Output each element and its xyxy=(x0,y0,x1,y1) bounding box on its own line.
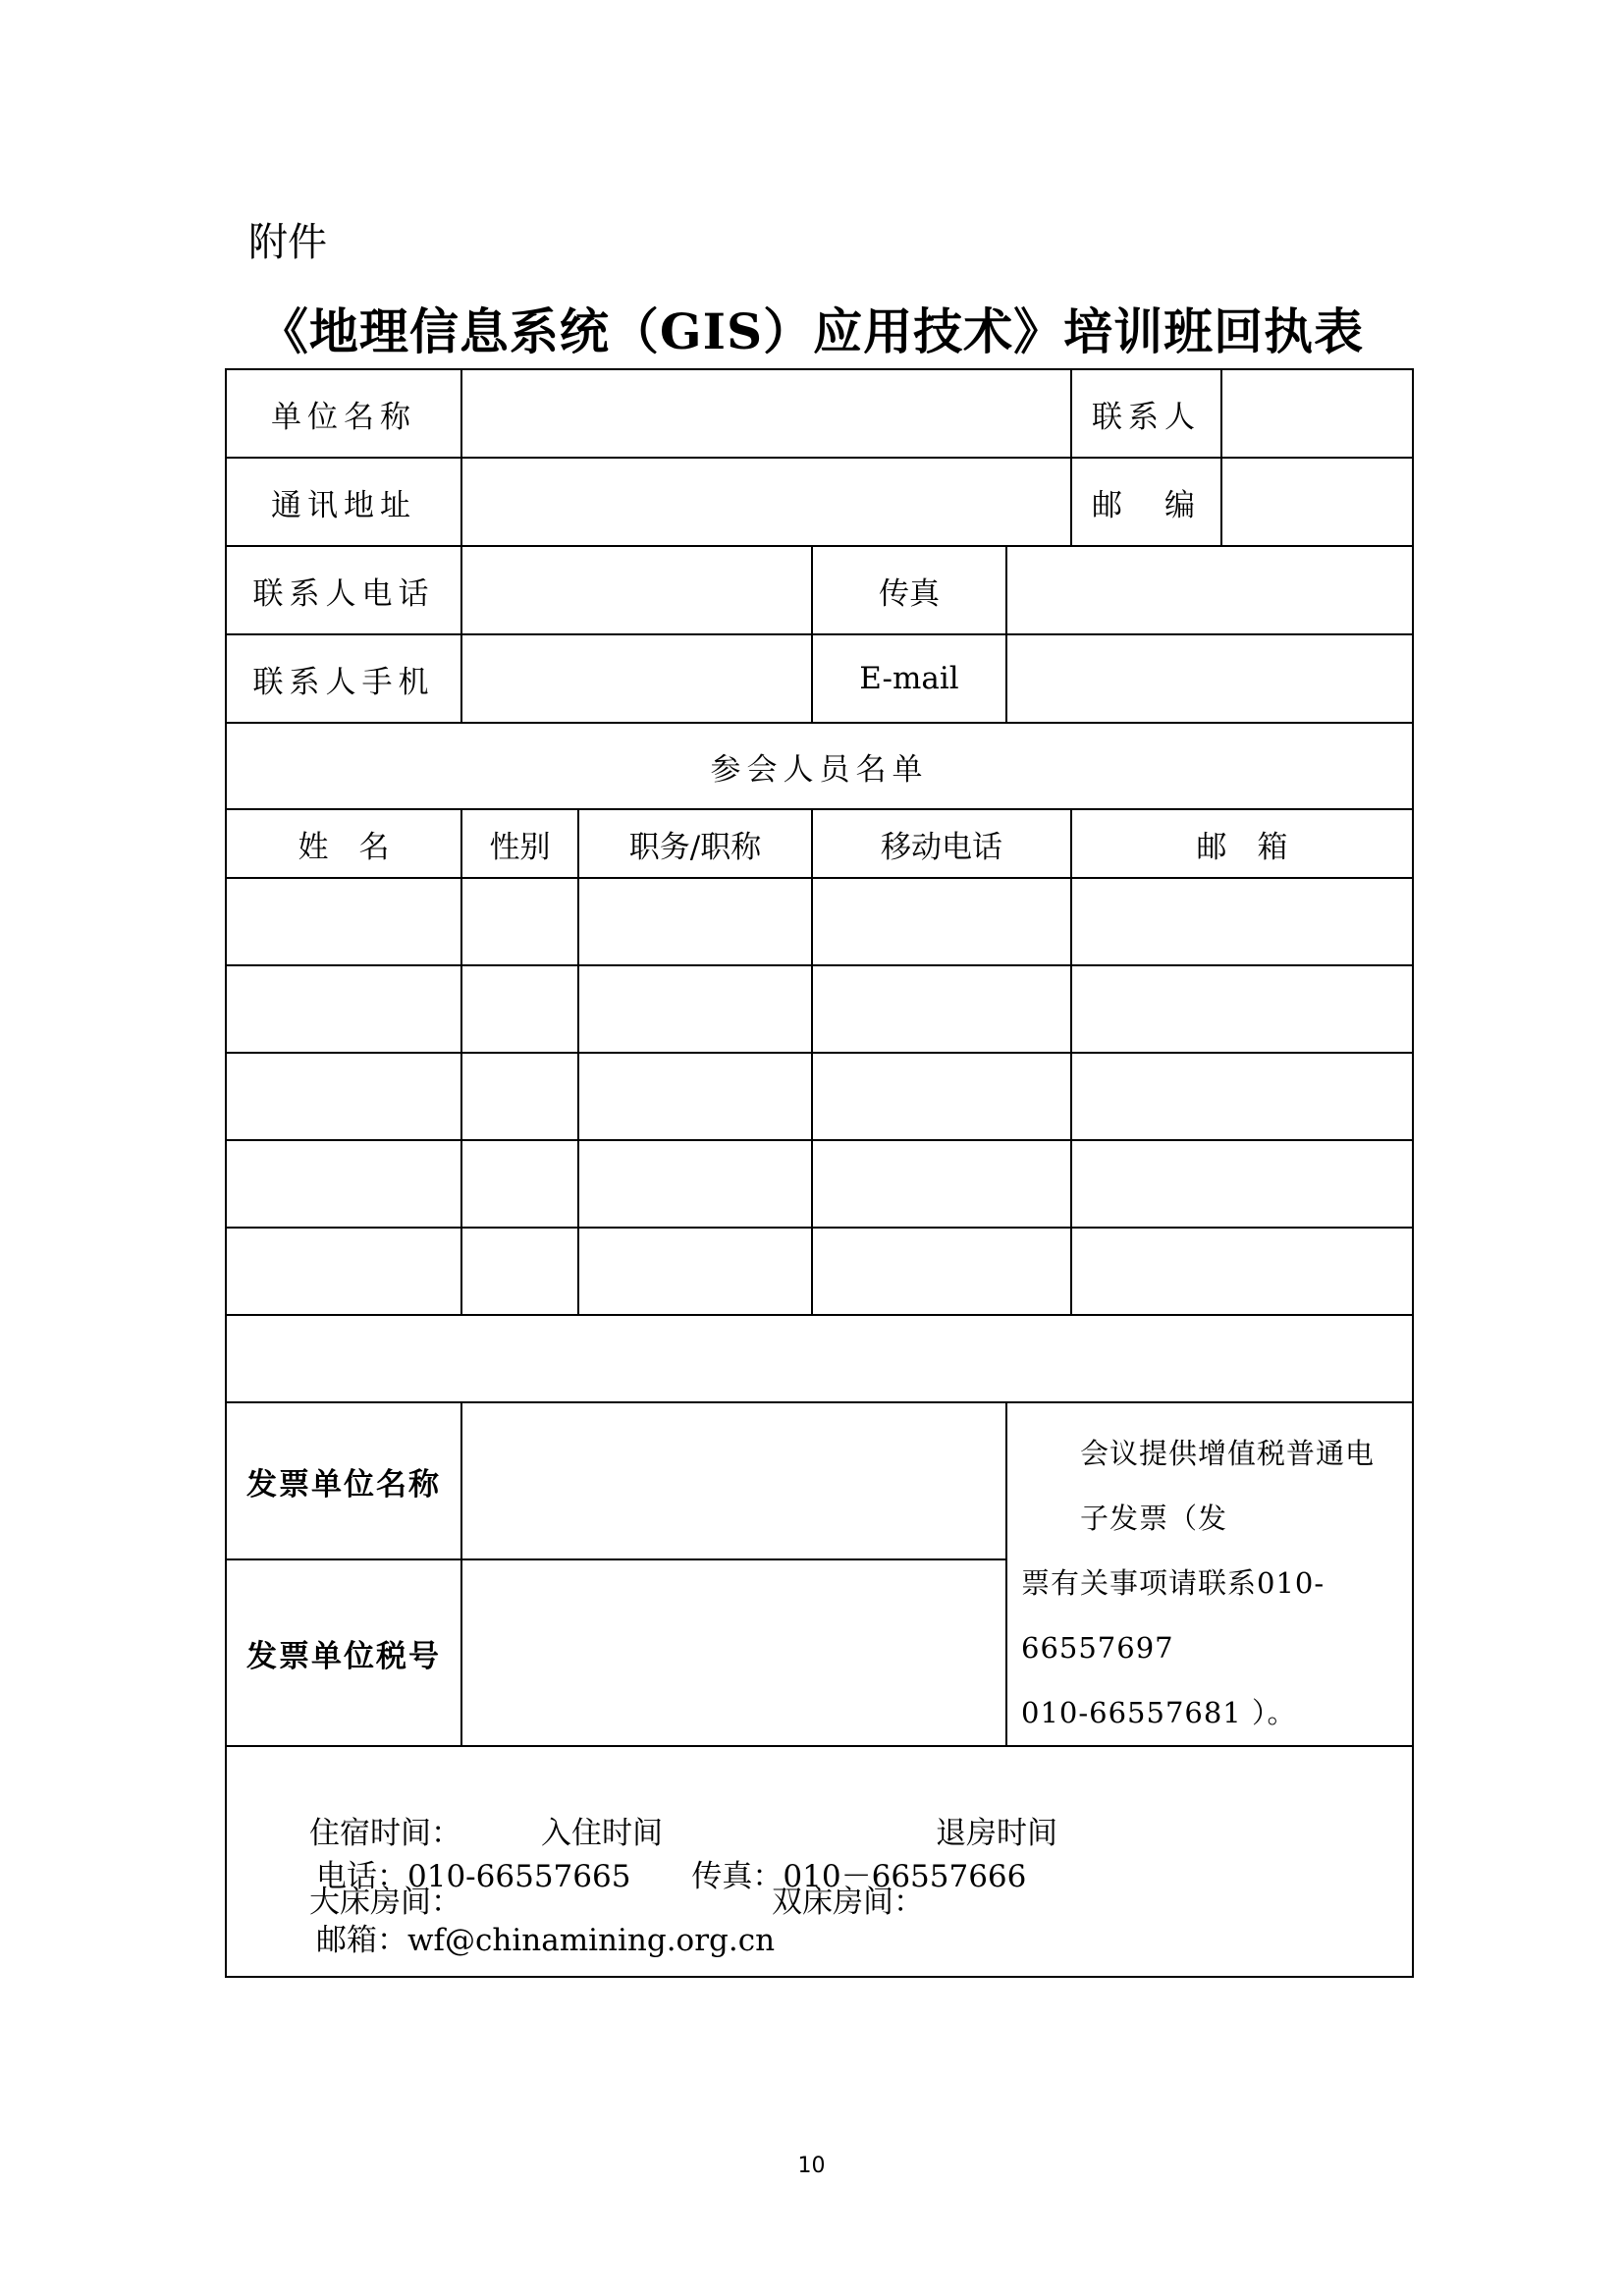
attendee-row xyxy=(226,878,1413,965)
attendee-title-cell[interactable] xyxy=(578,965,812,1053)
attendees-header: 参会人员名单 xyxy=(226,723,1413,809)
attendee-gender-cell[interactable] xyxy=(461,1228,578,1315)
unit-name-label: 单位名称 xyxy=(226,369,461,458)
contact-field[interactable] xyxy=(1221,369,1413,458)
column-header-mobile: 移动电话 xyxy=(812,809,1071,878)
attendee-email-cell[interactable] xyxy=(1071,1228,1413,1315)
attendee-row xyxy=(226,1053,1413,1140)
attendee-mobile-cell[interactable] xyxy=(812,1053,1071,1140)
attachment-label: 附件 xyxy=(248,220,327,265)
invoice-note-line2: 票有关事项请联系010-66557697 xyxy=(1021,1566,1325,1665)
unit-name-field[interactable] xyxy=(461,369,1071,458)
postcode-label: 邮 编 xyxy=(1071,458,1221,546)
invoice-note xyxy=(1006,1402,1413,1746)
attendee-mobile-cell[interactable] xyxy=(812,965,1071,1053)
email-field[interactable] xyxy=(1006,634,1413,723)
invoice-unit-name-label: 发票单位名称 xyxy=(226,1402,461,1559)
invoice-unit-name-field[interactable] xyxy=(461,1402,1006,1559)
twin-room-label[interactable]: 双床房间： xyxy=(772,1885,924,1920)
attendee-title-cell[interactable] xyxy=(578,1053,812,1140)
checkin-label[interactable]: 入住时间 xyxy=(541,1816,663,1851)
attendees-column-header-row xyxy=(226,809,1413,878)
attendee-name-cell[interactable] xyxy=(226,1228,461,1315)
stay-time-label: 住宿时间： xyxy=(309,1816,461,1851)
footer-email: 邮箱：wf@chinamining.org.cn xyxy=(316,1923,776,1958)
invoice-note-line1: 会议提供增值税普通电子发票（发 xyxy=(1080,1437,1376,1535)
footer-phone-fax: 电话：010-66557665 传真：010－66557666 xyxy=(316,1859,1027,1894)
attendee-row xyxy=(226,1140,1413,1228)
attendee-gender-cell[interactable] xyxy=(461,1053,578,1140)
column-header-name: 姓 名 xyxy=(226,809,461,878)
email-label: E-mail xyxy=(812,634,1006,723)
form-row-phone xyxy=(226,546,1413,634)
attendee-name-cell[interactable] xyxy=(226,1053,461,1140)
column-header-gender: 性别 xyxy=(461,809,578,878)
invoice-tax-id-label: 发票单位税号 xyxy=(226,1559,461,1746)
contact-phone-field[interactable] xyxy=(461,546,812,634)
page-number: 10 xyxy=(797,2154,826,2178)
attendee-email-cell[interactable] xyxy=(1071,965,1413,1053)
invoice-name-row xyxy=(226,1402,1413,1559)
fax-label: 传真 xyxy=(812,546,1006,634)
attendee-name-cell[interactable] xyxy=(226,878,461,965)
contact-mobile-field[interactable] xyxy=(461,634,812,723)
attendee-title-cell[interactable] xyxy=(578,1140,812,1228)
form-row-mobile xyxy=(226,634,1413,723)
address-field[interactable] xyxy=(461,458,1071,546)
address-label: 通讯地址 xyxy=(226,458,461,546)
column-header-email: 邮 箱 xyxy=(1071,809,1413,878)
checkout-label[interactable]: 退房时间 xyxy=(936,1816,1057,1851)
contact-phone-label: 联系人电话 xyxy=(226,546,461,634)
document-title: 《地理信息系统（GIS）应用技术》培训班回执表 xyxy=(258,302,1365,360)
attendee-email-cell[interactable] xyxy=(1071,1140,1413,1228)
blank-separator-cell[interactable] xyxy=(226,1315,1413,1402)
attendee-row xyxy=(226,1228,1413,1315)
postcode-field[interactable] xyxy=(1221,458,1413,546)
attendees-header-row xyxy=(226,723,1413,809)
attendee-email-cell[interactable] xyxy=(1071,878,1413,965)
blank-separator-row xyxy=(226,1315,1413,1402)
attendee-mobile-cell[interactable] xyxy=(812,878,1071,965)
form-row-unit xyxy=(226,369,1413,458)
invoice-tax-id-field[interactable] xyxy=(461,1559,1006,1746)
king-room-label[interactable]: 大床房间： xyxy=(309,1885,461,1920)
attendee-gender-cell[interactable] xyxy=(461,1140,578,1228)
form-row-address xyxy=(226,458,1413,546)
attendee-title-cell[interactable] xyxy=(578,1228,812,1315)
attendee-title-cell[interactable] xyxy=(578,878,812,965)
contact-label: 联系人 xyxy=(1071,369,1221,458)
attendee-mobile-cell[interactable] xyxy=(812,1140,1071,1228)
column-header-title: 职务/职称 xyxy=(578,809,812,878)
contact-mobile-label: 联系人手机 xyxy=(226,634,461,723)
attendee-email-cell[interactable] xyxy=(1071,1053,1413,1140)
fax-field[interactable] xyxy=(1006,546,1413,634)
attendee-name-cell[interactable] xyxy=(226,1140,461,1228)
attendee-gender-cell[interactable] xyxy=(461,965,578,1053)
registration-form-table xyxy=(225,368,1414,1978)
attendee-name-cell[interactable] xyxy=(226,965,461,1053)
attendee-gender-cell[interactable] xyxy=(461,878,578,965)
attendee-row xyxy=(226,965,1413,1053)
invoice-note-line3: 010-66557681 ）。 xyxy=(1021,1696,1297,1729)
attendee-mobile-cell[interactable] xyxy=(812,1228,1071,1315)
